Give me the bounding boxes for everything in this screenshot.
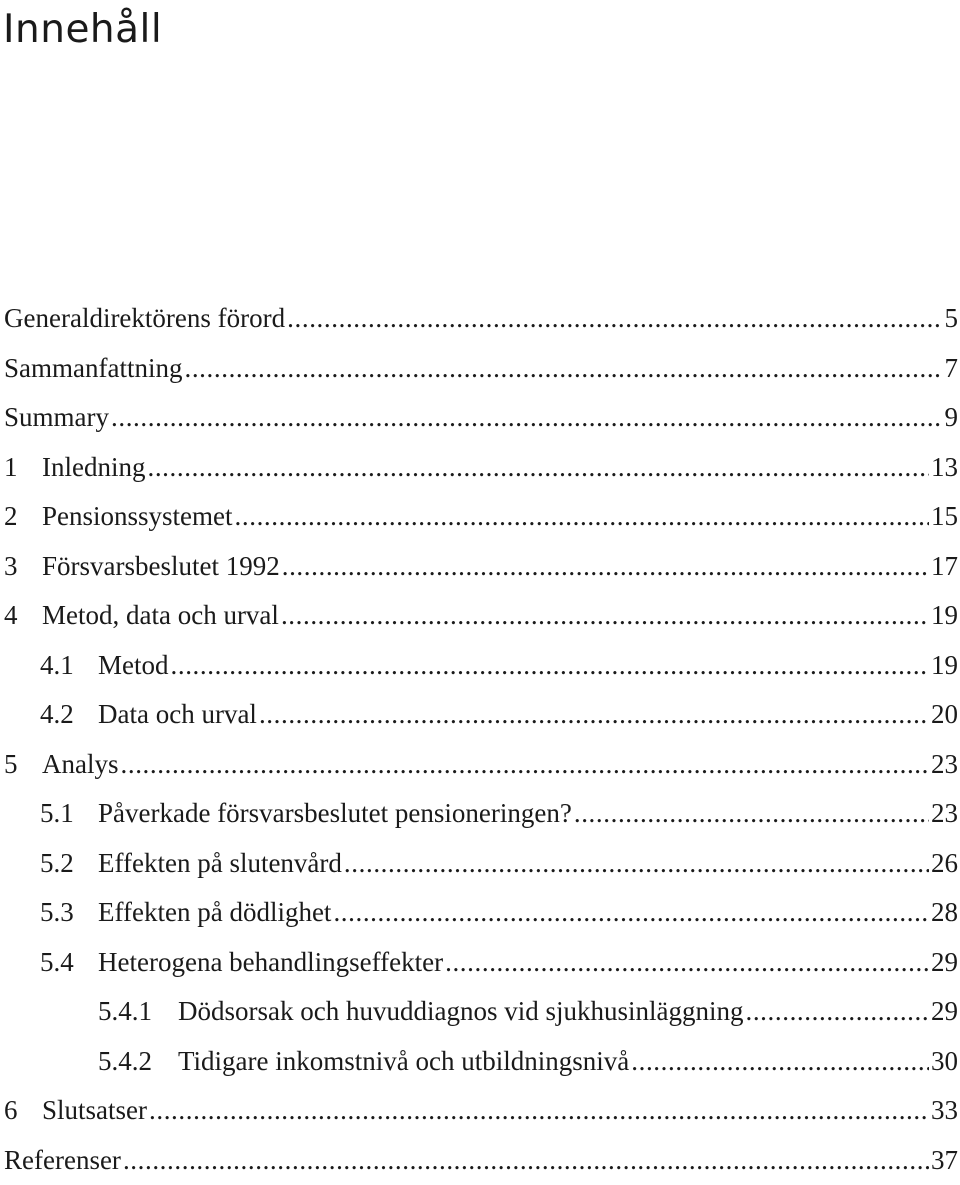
- toc-entry-number: 4.2: [40, 690, 98, 740]
- toc-entry-title: Slutsatser: [42, 1086, 147, 1136]
- toc-entry[interactable]: [0, 740, 958, 790]
- toc-entry-page-number: 17: [931, 542, 958, 592]
- toc-entry-page-number: 37: [931, 1136, 958, 1185]
- toc-entry-title: Analys: [42, 740, 119, 790]
- toc-entry-number: 4.1: [40, 641, 98, 691]
- toc-entry-page-number: 28: [931, 888, 958, 938]
- toc-entry-title: Heterogena behandlingseffekter: [98, 938, 443, 988]
- toc-entry[interactable]: [0, 641, 958, 691]
- toc-entry[interactable]: [0, 690, 958, 740]
- dot-leader: [574, 789, 929, 839]
- toc-entry-number: 4: [4, 591, 42, 641]
- toc-entry-number: 5.2: [40, 839, 98, 889]
- toc-entry[interactable]: [0, 294, 958, 344]
- toc-entry-page-number: 30: [931, 1037, 958, 1087]
- toc-entry[interactable]: [0, 1136, 958, 1185]
- toc-entry-number: 6: [4, 1086, 42, 1136]
- toc-entry-page-number: 29: [931, 987, 958, 1037]
- toc-entry-title: Effekten på dödlighet: [98, 888, 331, 938]
- dot-leader: [111, 393, 943, 443]
- toc-entry[interactable]: [0, 344, 958, 394]
- dot-leader: [147, 443, 929, 493]
- dot-leader: [149, 1086, 929, 1136]
- toc-entry-title: Summary: [4, 393, 109, 443]
- toc-entry-title: Pensionssystemet: [42, 492, 233, 542]
- toc-entry-page-number: 7: [945, 344, 959, 394]
- toc-entry-number: 5.3: [40, 888, 98, 938]
- toc-entry-title: Data och urval: [98, 690, 257, 740]
- dot-leader: [287, 294, 942, 344]
- dot-leader: [235, 492, 929, 542]
- dot-leader: [121, 740, 930, 790]
- toc-entry-page-number: 20: [931, 690, 958, 740]
- toc-entry-title: Tidigare inkomstnivå och utbildningsnivå: [178, 1037, 629, 1087]
- dot-leader: [344, 839, 929, 889]
- toc-entry[interactable]: [0, 1086, 958, 1136]
- toc-entry-page-number: 15: [931, 492, 958, 542]
- toc-entry-number: 5.4: [40, 938, 98, 988]
- dot-leader: [445, 938, 929, 988]
- toc-entry[interactable]: [0, 542, 958, 592]
- toc-entry-number: 5.1: [40, 789, 98, 839]
- toc-entry[interactable]: [0, 789, 958, 839]
- toc-entry-title: Sammanfattning: [4, 344, 182, 394]
- toc-entry[interactable]: [0, 393, 958, 443]
- toc-entry-title: Effekten på slutenvård: [98, 839, 342, 889]
- toc-entry-number: 1: [4, 443, 42, 493]
- toc-entry-page-number: 33: [931, 1086, 958, 1136]
- toc-entry-title: Försvarsbeslutet 1992: [42, 542, 280, 592]
- page-title: Innehåll: [3, 2, 162, 58]
- toc-entry-page-number: 5: [945, 294, 959, 344]
- toc-entry-page-number: 26: [931, 839, 958, 889]
- toc-entry[interactable]: [0, 591, 958, 641]
- dot-leader: [631, 1037, 929, 1087]
- dot-leader: [333, 888, 929, 938]
- toc-entry-title: Metod: [98, 641, 169, 691]
- toc-entry-page-number: 23: [931, 789, 958, 839]
- toc-entry[interactable]: [0, 443, 958, 493]
- dot-leader: [184, 344, 942, 394]
- toc-entry[interactable]: [0, 938, 958, 988]
- dot-leader: [281, 591, 929, 641]
- dot-leader: [123, 1136, 929, 1185]
- toc-entry[interactable]: [0, 1037, 958, 1087]
- toc-entry[interactable]: [0, 839, 958, 889]
- toc-entry-title: Inledning: [42, 443, 145, 493]
- dot-leader: [745, 987, 929, 1037]
- toc-entry-number: 3: [4, 542, 42, 592]
- toc-entry-title: Generaldirektörens förord: [4, 294, 285, 344]
- toc-entry-number: 2: [4, 492, 42, 542]
- toc-entry-page-number: 19: [931, 591, 958, 641]
- toc-entry[interactable]: [0, 492, 958, 542]
- toc-entry-number: 5: [4, 740, 42, 790]
- toc-entry-page-number: 29: [931, 938, 958, 988]
- toc-entry-number: 5.4.1: [98, 987, 178, 1037]
- dot-leader: [259, 690, 929, 740]
- toc-entry-title: Referenser: [4, 1136, 121, 1185]
- toc-entry-page-number: 19: [931, 641, 958, 691]
- toc-entry-page-number: 13: [931, 443, 958, 493]
- toc-entry-page-number: 9: [945, 393, 959, 443]
- toc-entry[interactable]: [0, 888, 958, 938]
- toc-entry-page-number: 23: [931, 740, 958, 790]
- toc-entry-number: 5.4.2: [98, 1037, 178, 1087]
- toc-entry[interactable]: [0, 987, 958, 1037]
- dot-leader: [171, 641, 930, 691]
- toc-entry-title: Metod, data och urval: [42, 591, 279, 641]
- toc-entry-title: Påverkade försvarsbeslutet pensioneringen?: [98, 789, 572, 839]
- dot-leader: [282, 542, 929, 592]
- toc-entry-title: Dödsorsak och huvuddiagnos vid sjukhusinläggning: [178, 987, 743, 1037]
- table-of-contents: [0, 294, 958, 1185]
